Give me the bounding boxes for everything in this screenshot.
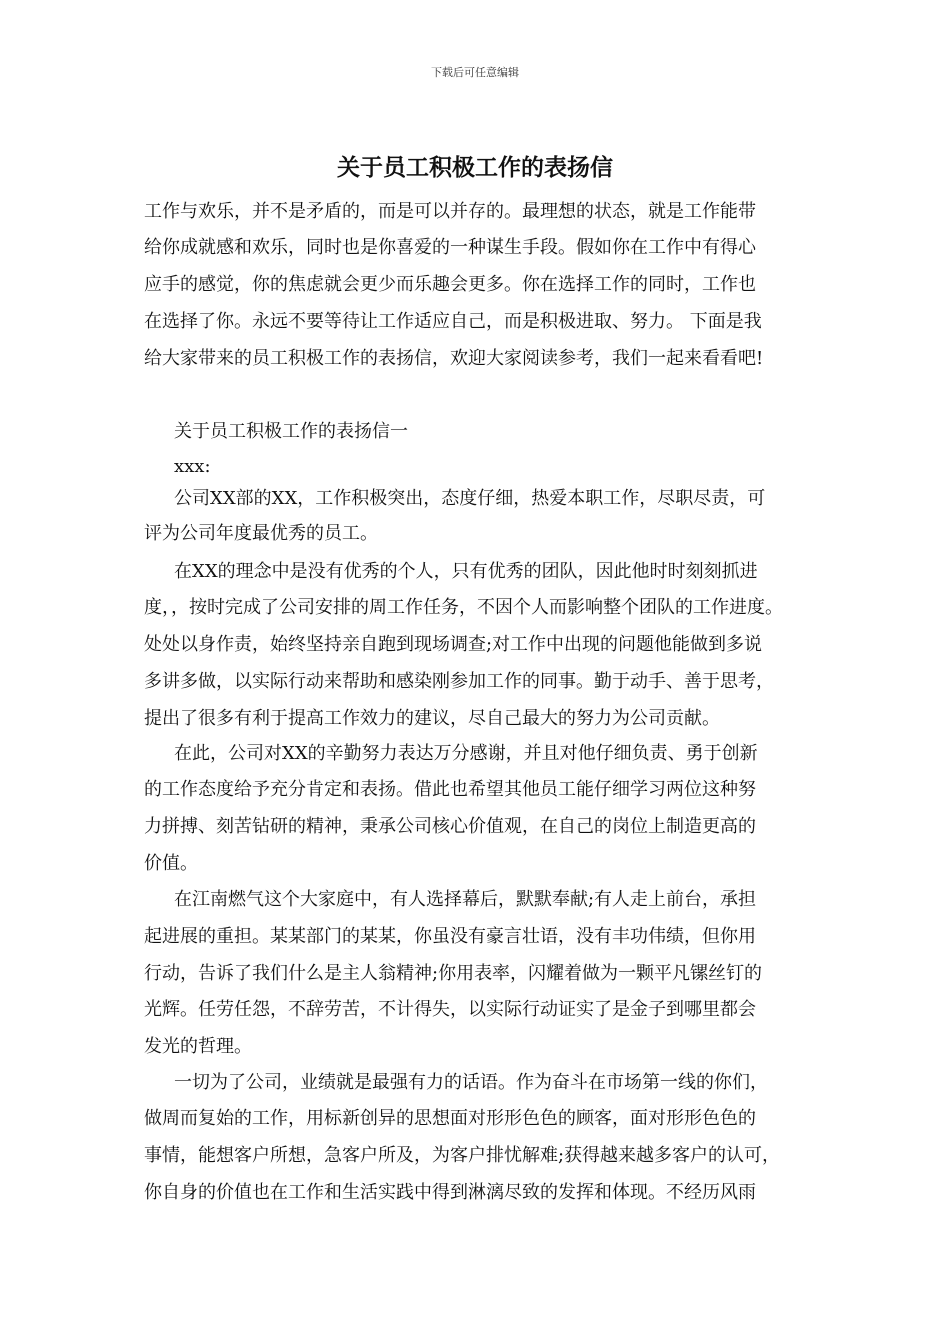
body-line: 价值。 [144,853,198,874]
intro-line: 工作与欢乐，并不是矛盾的，而是可以并存的。最理想的状态，就是工作能带 [144,201,756,222]
body-line: 在XX的理念中是没有优秀的个人，只有优秀的团队，因此他时时刻刻抓进 [174,561,758,582]
body-line: 评为公司年度最优秀的员工。 [144,523,378,544]
body-line: 你自身的价值也在工作和生活实践中得到淋漓尽致的发挥和体现。不经历风雨 [144,1182,756,1203]
intro-line: 给你成就感和欢乐，同时也是你喜爱的一种谋生手段。假如你在工作中有得心 [144,237,756,258]
body-line: 行动，告诉了我们什么是主人翁精神;你用表率，闪耀着做为一颗平凡镙丝钉的 [144,963,763,984]
body-line: 在江南燃气这个大家庭中，有人选择幕后，默默奉献;有人走上前台，承担 [174,889,757,910]
body-line: 发光的哲理。 [144,1036,252,1057]
body-line: 多讲多做，以实际行动来帮助和感染刚参加工作的同事。勤于动手、善于思考， [144,671,774,692]
body-line: 的工作态度给予充分肯定和表扬。借此也希望其他员工能仔细学习两位这种努 [144,779,756,800]
body-line: 在此，公司对XX的辛勤努力表达万分感谢，并且对他仔细负责、勇于创新 [174,743,758,764]
body-line: 度，，按时完成了公司安排的周工作任务，不因个人而影响整个团队的工作进度。 [144,597,783,618]
body-line: 事情，能想客户所想，急客户所及，为客户排忧解难;获得越来越多客户的认可， [144,1145,781,1166]
body-line: 起进展的重担。某某部门的某某，你虽没有豪言壮语，没有丰功伟绩，但你用 [144,926,756,947]
body-line: 提出了很多有利于提高工作效力的建议，尽自己最大的努力为公司贡献。 [144,708,720,729]
body-line: 光辉。任劳任怨，不辞劳苦，不计得失，以实际行动证实了是金子到哪里都会 [144,999,756,1020]
intro-line: 在选择了你。永远不要等待让工作适应自己，而是积极进取、努力。 下面是我 [144,311,762,332]
intro-line: 应手的感觉，你的焦虑就会更少而乐趣会更多。你在选择工作的同时，工作也 [144,274,756,295]
body-line: 做周而复始的工作，用标新创异的思想面对形形色色的顾客，面对形形色色的 [144,1108,756,1129]
intro-line: 给大家带来的员工积极工作的表扬信，欢迎大家阅读参考，我们一起来看看吧! [144,348,764,369]
salutation: xxx: [174,456,211,477]
document-title: 关于员工积极工作的表扬信 [337,154,613,181]
body-line: 公司XX部的XX，工作积极突出，态度仔细，热爱本职工作，尽职尽责，可 [174,488,766,509]
body-line: 力拼搏、刻苦钻研的精神，秉承公司核心价值观，在自己的岗位上制造更高的 [144,816,756,837]
page-header-note: 下载后可任意编辑 [431,66,519,79]
section-heading: 关于员工积极工作的表扬信一 [174,421,408,442]
body-line: 一切为了公司，业绩就是最强有力的话语。作为奋斗在市场第一线的你们， [174,1072,768,1093]
body-line: 处处以身作责，始终坚持亲自跑到现场调查;对工作中出现的问题他能做到多说 [144,634,763,655]
